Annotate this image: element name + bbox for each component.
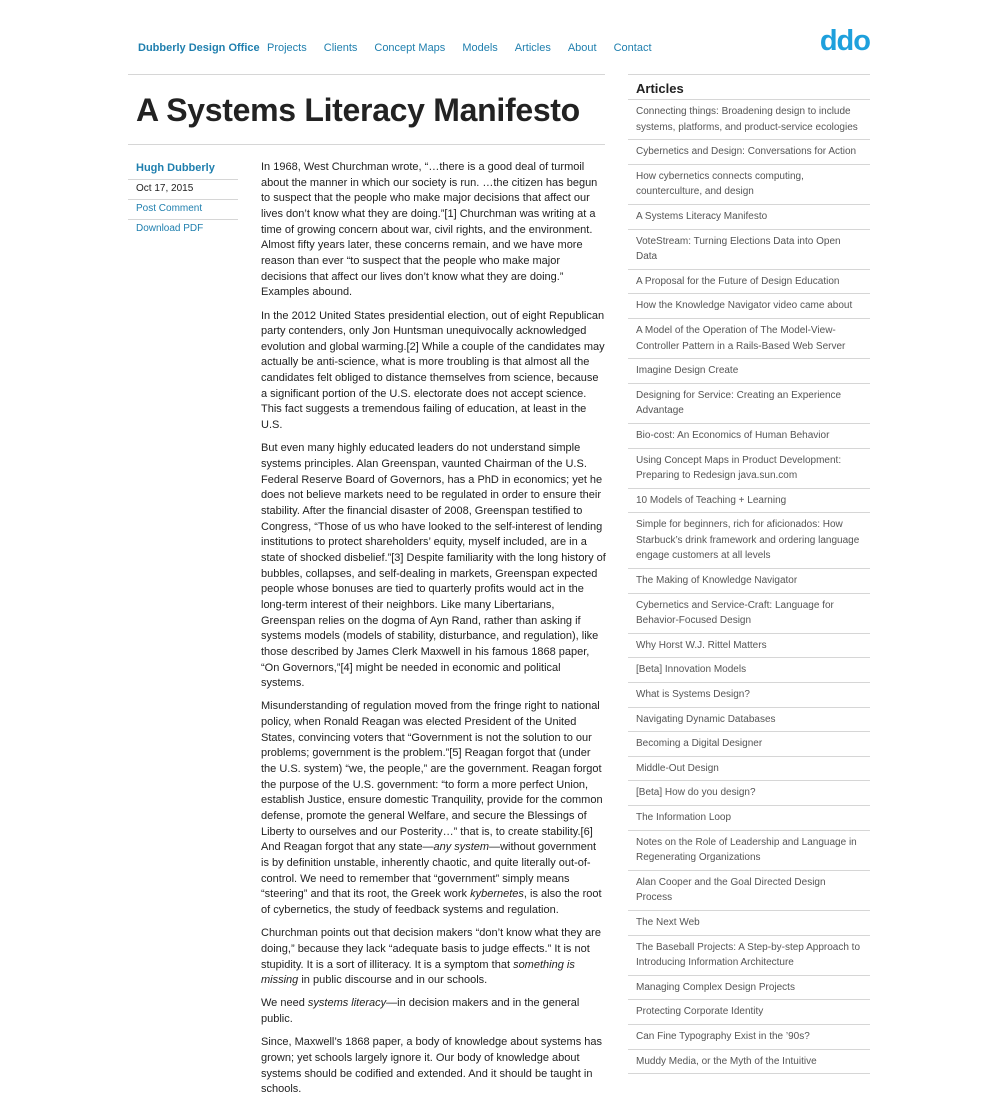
download-pdf-row — [128, 220, 238, 239]
sidebar-item[interactable]: The Next Web — [628, 911, 870, 936]
articles-list — [628, 100, 870, 1074]
sidebar-item[interactable]: The Baseball Projects: A Step-by-step Approach to Introducing Information Architecture — [628, 936, 870, 976]
paragraph-text: Churchman points out that decision makers “don’t know what they are doing,” because they lack “adequate basis to judge effects.” It is not stupidity. It is a sort of illiteracy. It is a symptom that — [261, 927, 601, 971]
sidebar-item[interactable]: [Beta] How do you design? — [628, 781, 870, 806]
article-paragraph: Since, Maxwell’s 1868 paper, a body of knowledge about systems has grown; yet schools largely ignore it. Our body of knowledge about systems should be codified and extended. And it should be taught in schools. — [261, 1036, 602, 1096]
sidebar-item[interactable]: Alan Cooper and the Goal Directed Design Process — [628, 871, 870, 911]
sidebar-item[interactable]: Imagine Design Create — [628, 359, 870, 384]
nav-contact[interactable]: Contact — [613, 42, 652, 54]
sidebar-item[interactable]: Cybernetics and Service-Craft: Language for Behavior-Focused Design — [628, 594, 870, 634]
page-title: A Systems Literacy Manifesto — [136, 92, 580, 128]
article-paragraph — [261, 996, 606, 1027]
emphasis-text: something is missing — [261, 958, 575, 987]
sidebar-item[interactable]: How cybernetics connects computing, counterculture, and design — [628, 165, 870, 205]
nav-clients[interactable]: Clients — [323, 42, 358, 54]
download-pdf-link[interactable]: Download PDF — [136, 223, 204, 234]
author-link[interactable] — [128, 158, 238, 180]
paragraph-text: We need — [261, 997, 308, 1010]
paragraph-text: , is also the root of cybernetics, the study of feedback systems and regulation. — [261, 888, 602, 916]
nav-projects[interactable]: Projects — [267, 42, 307, 54]
sidebar-title: Articles — [628, 75, 870, 100]
article-paragraph: But even many highly educated leaders do not understand simple systems principles. Alan Greenspan, vaunted Chairman of the U.S. Federal Reserve Board of Governors, has a PhD in economics; yet he does not believe markets need to be regulated in order to ensure their stability. After the financial disaster of 2008, Greenspan testified to Congress, “Those of us who have looked to the self-interest of lending institutions to protect shareholders’ equity, myself included, are in a state of shocked disbelief.”[3] Despite familiarity with the long history of bubbles, collapses, and self-dealing in markets, Greenspan expected people whose bonuses are tied to quarterly profits would act in the long-term interest of their neighbors. Like many Libertarians, Greenspan relies on the dogma of Ayn Rand, rather than asking if systems models (models of stability, disturbance, and regulation), like those described by James Clerk Maxwell in his famous 1868 paper, “On Governors,”[4] might be needed in economic and political systems. — [261, 442, 606, 690]
paragraph-text: —without government is by definition unstable, inherently chaotic, and quite literally out-of-control. We need to remember that “government” simply means “steering” and that its root, the Greek work — [261, 841, 597, 901]
nav-about[interactable]: About — [567, 42, 597, 54]
sidebar-item[interactable]: Becoming a Digital Designer — [628, 732, 870, 757]
sidebar-item[interactable]: VoteStream: Turning Elections Data into Open Data — [628, 230, 870, 270]
publish-date: Oct 17, 2015 — [128, 180, 238, 200]
ddo-logo[interactable]: ddo — [819, 25, 870, 57]
sidebar-item[interactable]: Notes on the Role of Leadership and Language in Regenerating Organizations — [628, 831, 870, 871]
article-paragraph: In the 2012 United States presidential election, out of eight Republican party contenders, only Jon Huntsman unequivocally acknowledged evolution and global warming.[2] While a couple of the candidates may actually be anti-science, what is more troubling is that almost all the candidates felt obliged to distance themselves from science, because a significant portion of the U.S. electorate does not accept science. This fact suggests a tremendous failing of education, at least in the U.S. — [261, 309, 605, 432]
sidebar-item[interactable]: Using Concept Maps in Product Development: Preparing to Redesign java.sun.com — [628, 449, 870, 489]
article-paragraph — [261, 926, 606, 989]
sidebar-item[interactable]: Middle-Out Design — [628, 757, 870, 782]
divider — [128, 144, 605, 145]
sidebar-item[interactable]: Muddy Media, or the Myth of the Intuitive — [628, 1050, 870, 1075]
author-name[interactable]: Hugh Dubberly — [136, 162, 215, 174]
sidebar-item[interactable]: [Beta] Innovation Models — [628, 658, 870, 683]
sidebar-item[interactable]: Cybernetics and Design: Conversations for Action — [628, 140, 870, 165]
paragraph-text: in public discourse and in our schools. — [298, 974, 488, 987]
sidebar-item[interactable]: How the Knowledge Navigator video came about — [628, 294, 870, 319]
sidebar-item[interactable]: Bio-cost: An Economics of Human Behavior — [628, 424, 870, 449]
article-paragraph: In 1968, West Churchman wrote, “…there is a good deal of turmoil about the manner in which our society is run. …the citizen has begun to suspect that the people who make major decisions that affect our lives don’t know what they are doing.”[1] Churchman was writing at a time of growing concern about war, civil rights, and the environment. Almost fifty years later, these concerns remain, and we have more reason than ever “to suspect that the people who make major decisions that affect our lives don’t know what they are doing.” Examples abound. — [261, 161, 598, 299]
article-paragraph — [261, 699, 606, 918]
paragraph-text: —in decision makers and in the general public. — [261, 997, 580, 1026]
sidebar-item[interactable]: What is Systems Design? — [628, 683, 870, 708]
nav-articles[interactable]: Articles — [514, 42, 551, 54]
articles-sidebar — [628, 74, 870, 1074]
sidebar-item[interactable]: The Making of Knowledge Navigator — [628, 569, 870, 594]
sidebar-item[interactable]: Designing for Service: Creating an Experience Advantage — [628, 384, 870, 424]
sidebar-item[interactable]: The Information Loop — [628, 806, 870, 831]
post-comment-row — [128, 200, 238, 220]
sidebar-item[interactable]: Can Fine Typography Exist in the ’90s? — [628, 1025, 870, 1050]
divider — [128, 74, 605, 75]
emphasis-text: systems literacy — [307, 997, 387, 1010]
nav-concept-maps[interactable]: Concept Maps — [374, 42, 446, 54]
sidebar-item[interactable]: Simple for beginners, rich for aficionados: How Starbuck’s drink framework and ordering language engage customers at all levels — [628, 513, 870, 569]
sidebar-item[interactable]: Connecting things: Broadening design to include systems, platforms, and product-service ecologies — [628, 100, 870, 140]
sidebar-item[interactable]: Managing Complex Design Projects — [628, 976, 870, 1001]
emphasis-text: kybernetes — [470, 888, 524, 901]
sidebar-item[interactable]: Why Horst W.J. Rittel Matters — [628, 634, 870, 659]
sidebar-item[interactable]: A Model of the Operation of The Model-View-Controller Pattern in a Rails-Based Web Server — [628, 319, 870, 359]
article-body — [261, 160, 606, 1106]
sidebar-item[interactable]: A Systems Literacy Manifesto — [628, 205, 870, 230]
post-comment-link[interactable]: Post Comment — [136, 203, 203, 214]
sidebar-item[interactable]: Protecting Corporate Identity — [628, 1000, 870, 1025]
sidebar-item[interactable]: 10 Models of Teaching + Learning — [628, 489, 870, 514]
sidebar-item[interactable]: Navigating Dynamic Databases — [628, 708, 870, 733]
main-nav — [267, 42, 669, 54]
brand-link[interactable]: Dubberly Design Office — [138, 42, 260, 54]
article-meta — [128, 158, 238, 239]
nav-models[interactable]: Models — [462, 42, 498, 54]
emphasis-text: any system — [433, 841, 490, 854]
site-header — [128, 25, 870, 74]
sidebar-item[interactable]: A Proposal for the Future of Design Education — [628, 270, 870, 295]
paragraph-text: Misunderstanding of regulation moved from the fringe right to national policy, when Ronald Reagan was elected President of the United States, convincing voters that “Government is not the solution to our problems; government is the problem.”[5] Reagan forgot that (under the U.S. system) “we, the people,” are the government. Reagan forgot the purpose of the U.S. government: “to form a more perfect Union, establish Justice, ensure domestic Tranquility, provide for the common defense, promote the general Welfare, and secure the Blessings of Liberty to ourselves and our Posterity…” that is, to create stability.[6] And Reagan forgot that any state— — [261, 700, 603, 854]
